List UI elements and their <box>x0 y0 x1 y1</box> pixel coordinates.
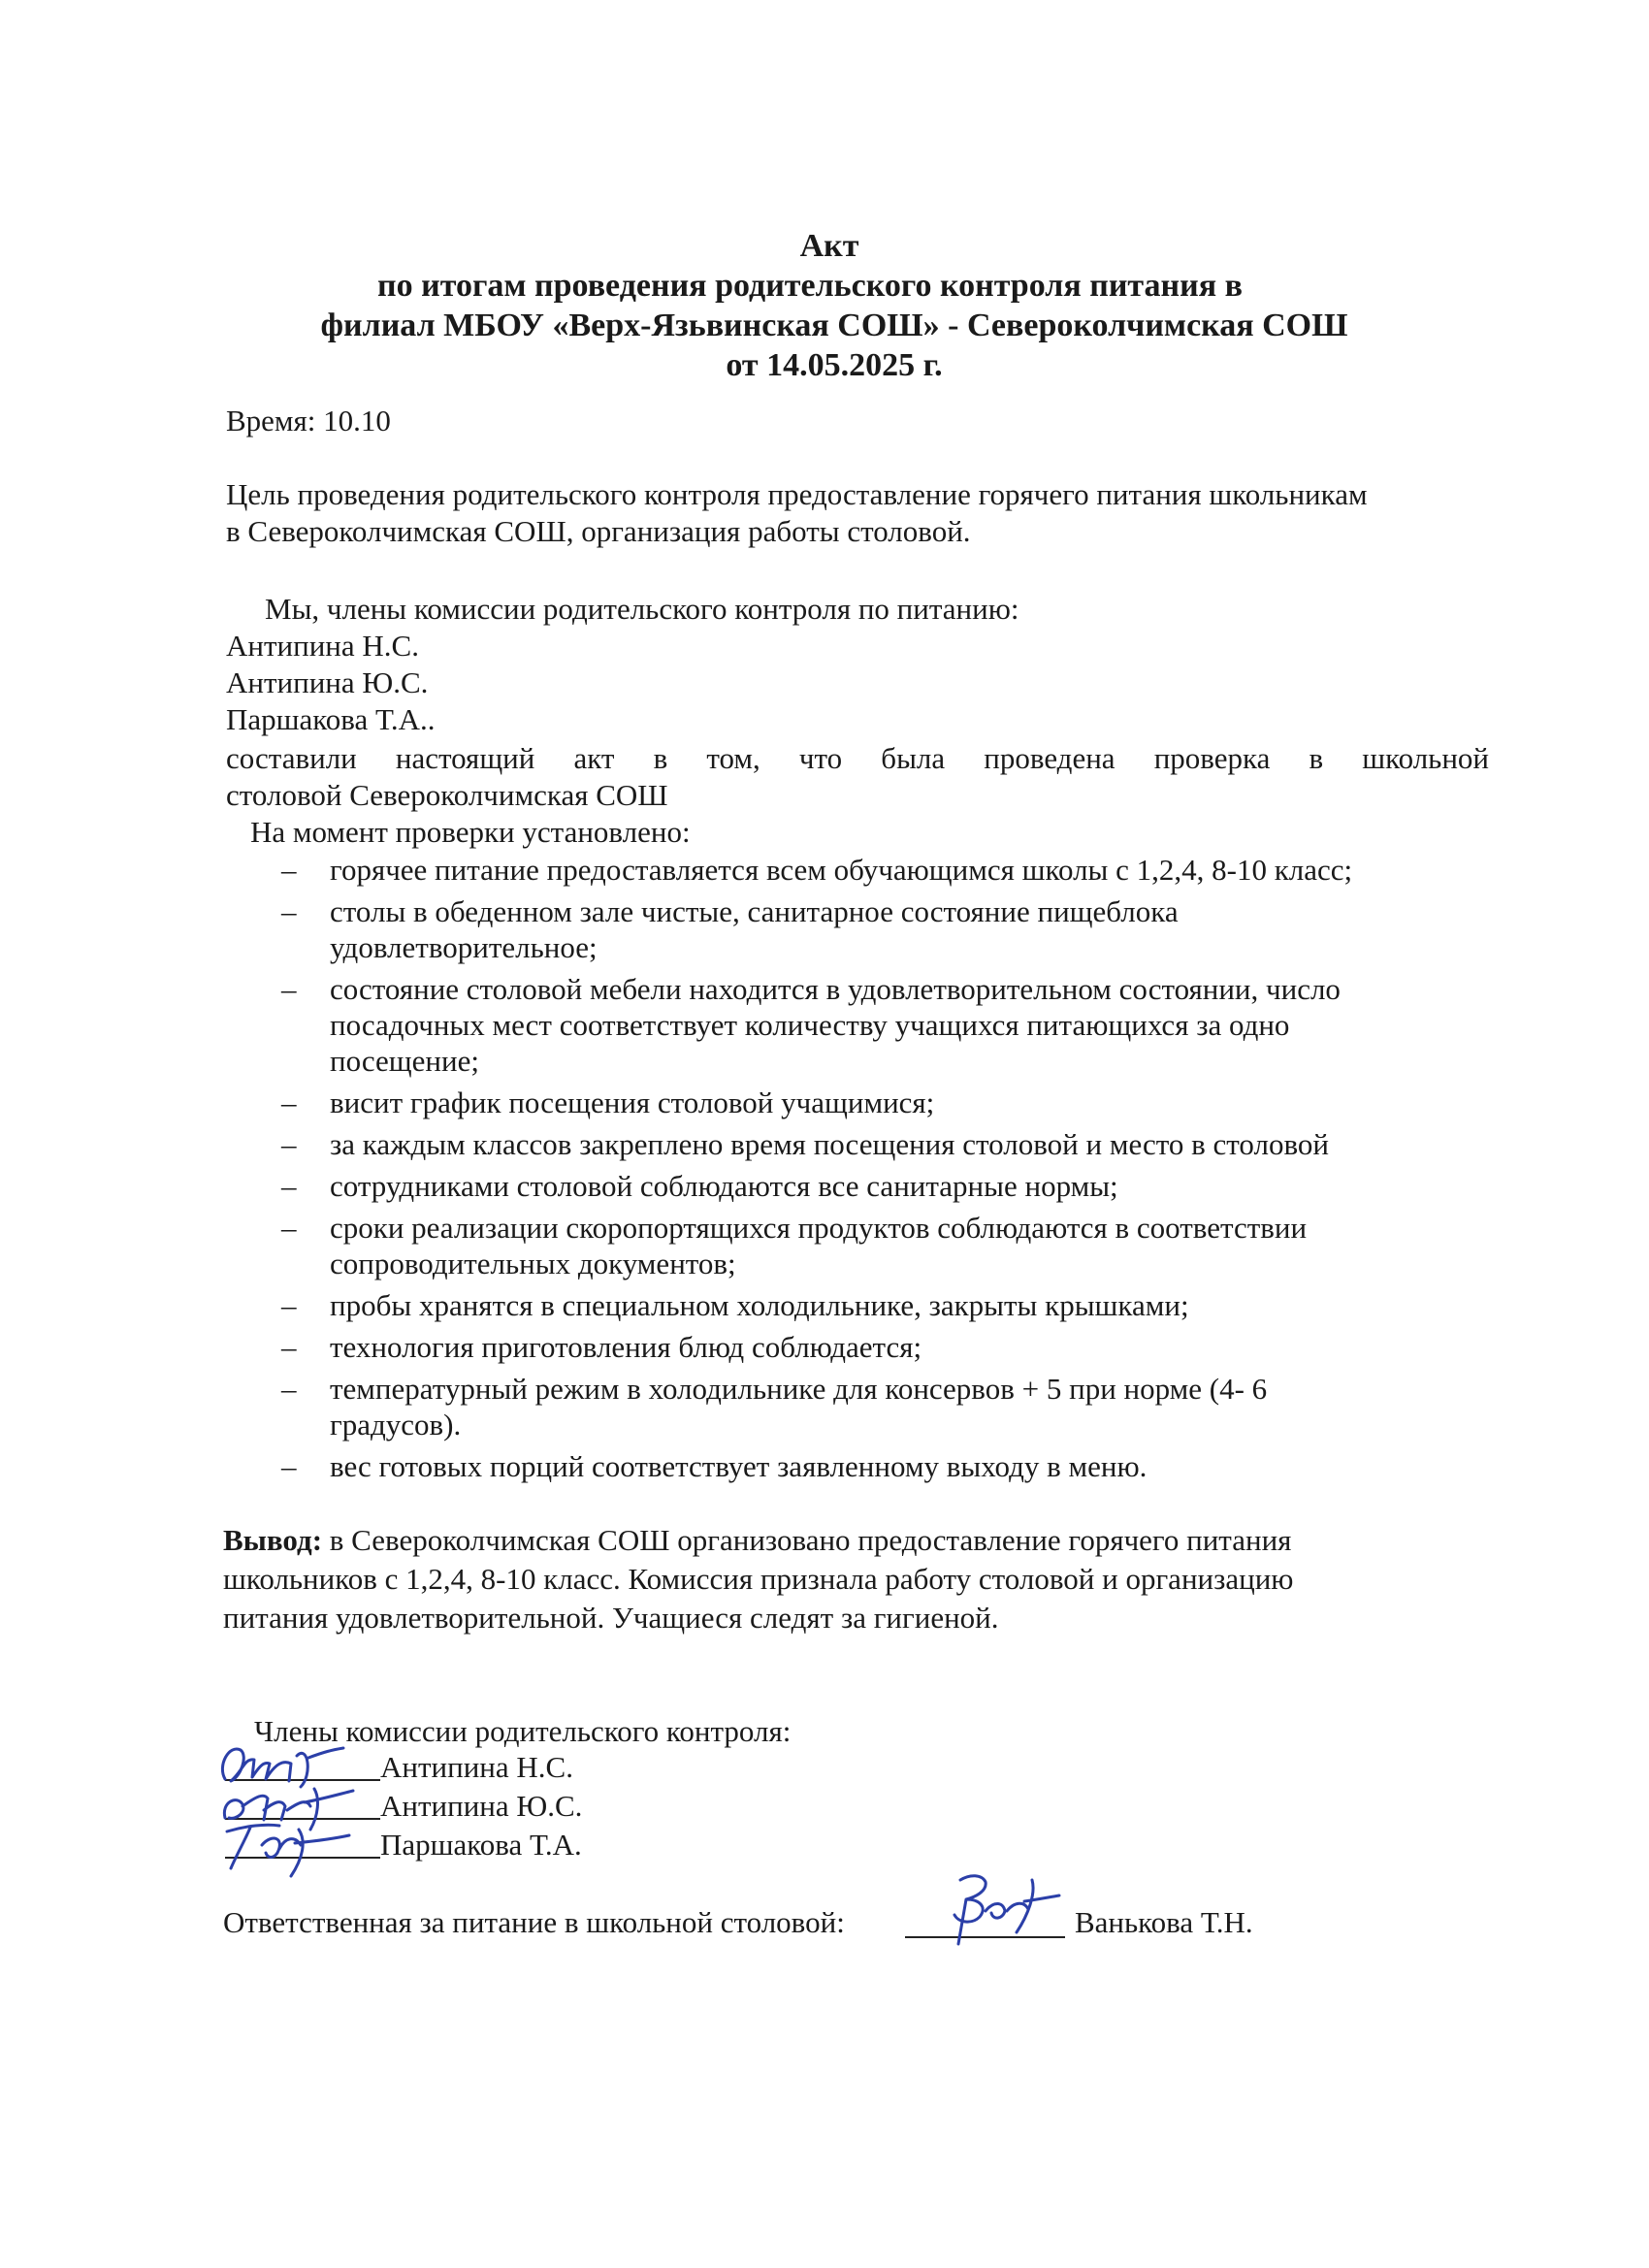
conclusion-text-1: в Североколчимская СОШ организовано предоставление горячего питания <box>322 1523 1292 1557</box>
finding-item <box>281 852 1352 888</box>
commission-member-3: Паршакова Т.А.. <box>226 702 436 736</box>
commission-member-2: Антипина Ю.С. <box>226 665 429 699</box>
title-line-4: от 14.05.2025 г. <box>726 347 943 383</box>
title-line-1: Акт <box>799 228 859 264</box>
finding-text-line: градусов). <box>330 1408 462 1442</box>
finding-text-line: температурный режим в холодильнике для консервов + 5 при норме (4- 6 <box>330 1372 1268 1406</box>
finding-item <box>281 1085 1352 1120</box>
responsible-name: Ванькова Т.Н. <box>1075 1905 1253 1939</box>
finding-text-line: за каждым классов закреплено время посещения столовой и место в столовой <box>330 1127 1329 1161</box>
handwritten-signature-3 <box>217 1816 363 1889</box>
statement-line-1: составили настоящий акт в том, что была проведена проверка в школьной <box>226 741 1489 775</box>
finding-text-line: вес готовых порций соответствует заявленному выходу в меню. <box>330 1449 1148 1483</box>
list-dash: – <box>281 1372 297 1406</box>
signature-name-2: Антипина Ю.С. <box>380 1789 583 1823</box>
finding-item <box>281 1210 1352 1281</box>
title-line-3: филиал МБОУ «Верх-Язьвинская СОШ» - Североколчимская СОШ <box>320 308 1348 343</box>
finding-item <box>281 1329 1352 1365</box>
list-dash: – <box>281 853 297 887</box>
finding-text-line: горячее питание предоставляется всем обучающимся школы с 1,2,4, 8-10 класс; <box>330 853 1353 887</box>
list-dash: – <box>281 1085 297 1119</box>
document-title <box>0 226 1649 385</box>
list-dash: – <box>281 972 297 1006</box>
signatures-heading: Члены комиссии родительского контроля: <box>254 1714 792 1748</box>
signature-name-1: Антипина Н.С. <box>380 1750 573 1784</box>
commission-member-1: Антипина Н.С. <box>226 629 419 663</box>
conclusion-line-1 <box>223 1521 1291 1559</box>
commission-intro: Мы, члены комиссии родительского контроля по питанию: <box>265 592 1019 626</box>
finding-item <box>281 1168 1352 1204</box>
conclusion-line-3: питания удовлетворительной. Учащиеся следят за гигиеной. <box>223 1601 999 1635</box>
finding-item <box>281 1287 1352 1323</box>
finding-item <box>281 1371 1352 1442</box>
handwritten-signature-responsible <box>931 1863 1067 1964</box>
finding-item <box>281 1126 1352 1162</box>
finding-text-line: сотрудниками столовой соблюдаются все санитарные нормы; <box>330 1169 1118 1203</box>
conclusion-line-2: школьников с 1,2,4, 8-10 класс. Комиссия признала работу столовой и организацию <box>223 1562 1294 1596</box>
conclusion-label: Вывод: <box>223 1523 323 1557</box>
signature-name-3: Паршакова Т.А. <box>380 1828 582 1862</box>
title-line-2: по итогам проведения родительского контроля питания в <box>377 268 1243 304</box>
finding-text-line: посещение; <box>330 1044 479 1078</box>
list-dash: – <box>281 1211 297 1245</box>
findings-list <box>281 852 1352 1490</box>
finding-text-line: состояние столовой мебели находится в удовлетворительном состоянии, число <box>330 972 1341 1006</box>
finding-text-line: технология приготовления блюд соблюдается; <box>330 1330 922 1364</box>
finding-text-line: сопроводительных документов; <box>330 1247 736 1280</box>
finding-text-line: удовлетворительное; <box>330 930 598 964</box>
finding-text-line: висит график посещения столовой учащимися; <box>330 1085 935 1119</box>
list-dash: – <box>281 1449 297 1483</box>
finding-item <box>281 1448 1352 1484</box>
time-line: Время: 10.10 <box>226 404 391 437</box>
established-line: На момент проверки установлено: <box>250 815 691 849</box>
finding-text-line: сроки реализации скоропортящихся продуктов соблюдаются в соответствии <box>330 1211 1308 1245</box>
purpose-line-1: Цель проведения родительского контроля предоставление горячего питания школьникам <box>226 477 1368 511</box>
list-dash: – <box>281 1330 297 1364</box>
list-dash: – <box>281 1127 297 1161</box>
statement-line-2: столовой Североколчимская СОШ <box>226 778 668 812</box>
finding-item <box>281 971 1352 1079</box>
finding-text-line: столы в обеденном зале чистые, санитарное состояние пищеблока <box>330 894 1179 928</box>
responsible-label: Ответственная за питание в школьной столовой: <box>223 1905 845 1939</box>
list-dash: – <box>281 1288 297 1322</box>
finding-text-line: пробы хранятся в специальном холодильнике, закрыты крышками; <box>330 1288 1189 1322</box>
list-dash: – <box>281 1169 297 1203</box>
purpose-line-2: в Североколчимская СОШ, организация работы столовой. <box>226 514 971 548</box>
list-dash: – <box>281 894 297 928</box>
finding-item <box>281 893 1352 965</box>
finding-text-line: посадочных мест соответствует количеству учащихся питающихся за одно <box>330 1008 1290 1042</box>
